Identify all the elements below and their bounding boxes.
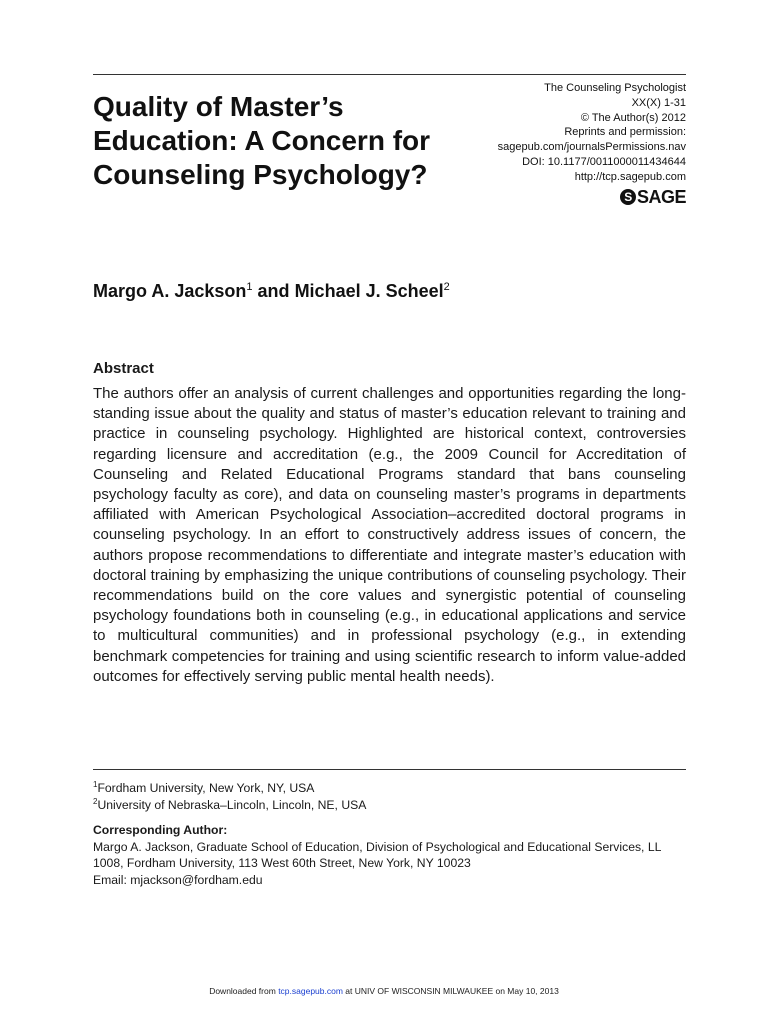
affiliation-text: University of Nebraska–Lincoln, Lincoln, NE, USA xyxy=(97,798,367,812)
journal-name: The Counseling Psychologist xyxy=(544,82,686,94)
affiliation-mark: 1 xyxy=(93,780,98,789)
footnote-rule xyxy=(93,769,686,770)
journal-meta xyxy=(426,81,686,206)
download-suffix: at UNIV OF WISCONSIN MILWAUKEE on May 10, 2013 xyxy=(345,986,559,996)
corresponding-author-email[interactable]: Email: mjackson@fordham.edu xyxy=(93,872,263,887)
sage-logo-text: SAGE xyxy=(636,186,686,207)
download-notice xyxy=(0,986,768,996)
copyright: © The Author(s) 2012 xyxy=(580,111,686,124)
abstract-heading: Abstract xyxy=(93,360,154,377)
permissions-link[interactable]: sagepub.com/journalsPermissions.nav xyxy=(497,141,686,154)
reprints-label: Reprints and permission: xyxy=(564,126,686,139)
corresponding-author-label: Corresponding Author: xyxy=(93,823,228,837)
author-line xyxy=(93,281,450,302)
download-prefix: Downloaded from xyxy=(209,986,276,996)
author-conjunction: and xyxy=(257,281,290,301)
author-name: Michael J. Scheel xyxy=(294,281,444,301)
article-title: Quality of Master’s Education: A Concern for Counseling Psychology? xyxy=(93,91,431,190)
corresponding-author-block xyxy=(93,822,686,888)
journal-volume: XX(X) 1-31 xyxy=(631,96,686,109)
author-affiliation-mark: 1 xyxy=(246,281,253,293)
journal-url[interactable]: http://tcp.sagepub.com xyxy=(574,170,686,183)
affiliation-text: Fordham University, New York, NY, USA xyxy=(97,781,315,795)
author-affiliation-mark: 2 xyxy=(443,281,450,293)
sage-logo xyxy=(620,188,686,206)
sage-logo-icon: S xyxy=(620,189,636,205)
corresponding-author-address: Margo A. Jackson, Graduate School of Education, Division of Psychological and Educational Services, LL 1008, Fordham University, 113 West 60th Street, New York, NY 10023 xyxy=(93,839,661,870)
header-rule xyxy=(93,74,686,75)
affiliation-footnote xyxy=(93,794,686,814)
abstract-text: The authors offer an analysis of current challenges and opportunities regarding the long-standing issue about the quality and status of master’s education relevant to training and practice in counseling psychology. Highlighted are historical context, controversies regarding licensure and accreditation (e.g., the 2009 Council for Accreditation of Counseling and Related Educational Programs standard that bans counseling psychology faculty as core), and data on counseling master’s programs in departments affiliated with American Psychological Association–accredited doctoral programs in counseling psychology. In an effort to constructively address issues of concern, the authors propose recommendations to differentiate and integrate master’s education with doctoral training by emphasizing the unique contributions of counseling psychology. Their recommendations build on the core values and synergistic potential of counseling psychology foundations both in counseling (e.g., in educational applications and service to multicultural communities) and in professional psychology (e.g., in extending benchmark competencies for training and using scientific research to inform value-added outcomes for effectively serving public mental health needs). xyxy=(93,385,686,685)
affiliation-mark: 2 xyxy=(93,797,98,806)
doi: DOI: 10.1177/0011000011434644 xyxy=(522,155,686,168)
download-link[interactable]: tcp.sagepub.com xyxy=(278,986,343,996)
author-name: Margo A. Jackson xyxy=(93,281,247,301)
